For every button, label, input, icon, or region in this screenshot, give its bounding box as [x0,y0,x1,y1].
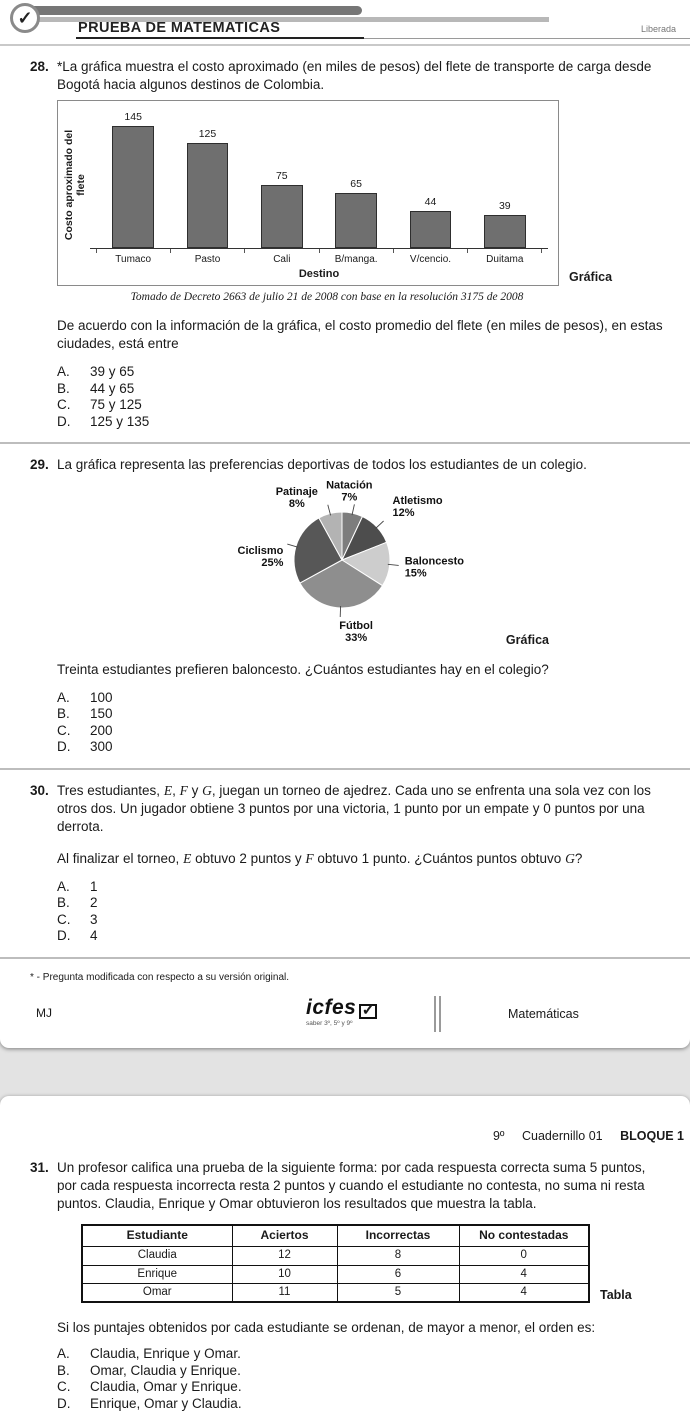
table-cell: 4 [459,1283,589,1302]
bar-value-label: 44 [425,196,437,210]
y-axis-label-text: Costo aproximado del flete [63,120,87,250]
x-axis-label: V/cencio. [393,253,467,266]
option-text: 100 [90,690,113,707]
option-text: 75 y 125 [90,397,142,414]
question-separator [0,768,690,770]
option-letter: B. [57,706,90,723]
option-text: 200 [90,723,113,740]
table-cell: Omar [82,1283,232,1302]
option-text: Omar, Claudia y Enrique. [90,1363,241,1380]
bar-Pasto [170,109,244,248]
bar-B/manga. [319,109,393,248]
table-row [82,1265,589,1283]
table-row [82,1247,589,1265]
header-rule [364,38,690,39]
pie-label-Baloncesto: Baloncesto 15% [405,556,465,580]
pie-chart-figure [107,478,577,653]
footnote: * - Pregunta modificada con respecto a su versión original. [30,971,664,984]
option-c [57,1379,664,1396]
x-axis-label: Pasto [170,253,244,266]
option-text: 125 y 135 [90,414,149,431]
question-number: 29. [30,456,57,756]
table-header-cell: Estudiante [82,1225,232,1246]
figure-label-grafica: Gráfica [569,269,612,286]
question-text-part: Al finalizar el torneo, [57,851,183,866]
question-number: 31. [30,1159,57,1413]
pie-chart [107,478,577,648]
test-title: PRUEBA DE MATEMATICAS [78,19,280,38]
question-28 [30,58,664,430]
option-letter: A. [57,690,90,707]
options-list [57,364,664,430]
x-axis-label: Duitama [468,253,542,266]
option-letter: C. [57,723,90,740]
option-a [57,364,664,381]
x-axis-label: Cali [245,253,319,266]
option-c [57,723,664,740]
page-2 [0,1096,690,1426]
intro-text: , [172,783,180,798]
booklet-label: Cuadernillo 01 [522,1129,603,1143]
table-cell: 6 [337,1265,459,1283]
option-a [57,1346,664,1363]
question-text [57,850,664,868]
question-text-part: obtuvo 1 punto. ¿Cuántos puntos obtuvo [314,851,565,866]
test-header [0,0,690,48]
bar-value-label: 39 [499,200,511,214]
option-c [57,912,664,929]
x-axis-label: Tumaco [96,253,170,266]
option-text: Enrique, Omar y Claudia. [90,1396,242,1413]
question-number: 28. [30,58,57,430]
bar-Tumaco [96,109,170,248]
question-separator [0,442,690,444]
table-cell: 0 [459,1247,589,1265]
bar-value-label: 145 [124,111,142,125]
header-bar-primary [24,6,362,15]
option-text: Claudia, Omar y Enrique. [90,1379,242,1396]
option-text: 44 y 65 [90,381,134,398]
icfes-logo [306,994,377,1029]
icfes-check-icon: ✓ [359,1004,377,1019]
table-header-cell: Aciertos [232,1225,337,1246]
pie-label-Ciclismo: Ciclismo 25% [238,545,284,569]
question-text-part: obtuvo 2 puntos y [191,851,305,866]
question-text: Treinta estudiantes prefieren baloncesto. ¿Cuántos estudiantes hay en el colegio? [57,661,664,679]
options-list [57,1346,664,1412]
inline-variable: G [202,783,212,798]
table-cell: 4 [459,1265,589,1283]
intro-text: y [188,783,202,798]
question-text-part: ? [575,851,583,866]
table-cell: 8 [337,1247,459,1265]
y-axis-label [60,109,90,282]
inline-variable: G [565,851,575,866]
option-text: 2 [90,895,98,912]
bar [112,126,154,248]
page-corner-label [0,1096,690,1145]
question-31 [30,1159,664,1413]
table-cell: 11 [232,1283,337,1302]
icfes-logo-subtext: saber 3º, 5º y 9º [306,1020,377,1029]
option-text: 4 [90,928,98,945]
inline-variable: F [305,851,313,866]
option-letter: C. [57,1379,90,1396]
bar [484,215,526,248]
question-intro [57,782,664,836]
results-table [81,1224,590,1303]
options-list [57,690,664,756]
table-cell: 5 [337,1283,459,1302]
bar-plot-area [90,109,548,249]
table-cell: Enrique [82,1265,232,1283]
option-letter: C. [57,912,90,929]
bar-Duitama [468,109,542,248]
option-letter: D. [57,739,90,756]
option-text: 1 [90,879,98,896]
footer-initials: MJ [36,1006,52,1022]
icfes-logo-text: icfes [306,996,356,1019]
option-letter: B. [57,381,90,398]
question-text: De acuerdo con la información de la gráfica, el costo promedio del flete (en miles de pesos), en estas ciudades, está entre [57,317,664,353]
option-b [57,1363,664,1380]
option-d [57,414,664,431]
chart-source-note: Tomado de Decreto 2663 de julio 21 de 2008 con base en la resolución 3175 de 2008 [57,290,597,305]
page-footer [30,994,664,1040]
footer-subject: Matemáticas [508,1006,579,1023]
options-list [57,879,664,945]
bar [335,193,377,248]
option-c [57,397,664,414]
intro-text: , juegan un torneo de ajedrez. Cada uno se enfrenta una sola vez con los otros dos. Un jugador obtiene 3 puntos por una victoria, 1 punto por un empate y 0 puntos por una derrota. [57,783,651,834]
option-letter: B. [57,895,90,912]
option-letter: D. [57,414,90,431]
question-29 [30,456,664,756]
option-d [57,1396,664,1413]
inline-variable: F [180,783,188,798]
option-letter: C. [57,397,90,414]
bar-Cali [245,109,319,248]
bar [410,211,452,248]
option-b [57,381,664,398]
table-header-row [82,1225,589,1246]
option-letter: B. [57,1363,90,1380]
option-letter: D. [57,928,90,945]
question-intro: La gráfica representa las preferencias deportivas de todos los estudiantes de un colegio. [57,456,664,474]
inline-variable: E [183,851,191,866]
option-text: Claudia, Enrique y Omar. [90,1346,241,1363]
table-row [82,1283,589,1302]
option-a [57,879,664,896]
x-axis-labels [90,253,548,266]
option-b [57,895,664,912]
option-b [57,706,664,723]
check-logo-icon: ✓ [10,3,40,33]
grade-label: 9º [493,1129,505,1143]
table-cell: 12 [232,1247,337,1265]
x-axis-title: Destino [90,267,548,282]
table-label: Tabla [600,1287,632,1304]
bar [261,185,303,248]
option-d [57,739,664,756]
option-text: 39 y 65 [90,364,134,381]
intro-text: Tres estudiantes, [57,783,164,798]
header-rule-light [0,44,690,46]
option-d [57,928,664,945]
bar-value-label: 75 [276,170,288,184]
question-separator [0,957,690,959]
option-text: 150 [90,706,113,723]
figure-label-grafica: Gráfica [506,632,549,649]
pie-label-Atletismo: Atletismo 12% [393,495,443,519]
question-intro: *La gráfica muestra el costo aproximado (en miles de pesos) del flete de transporte de carga desde Bogotá hacia algunos destinos de Colombia. [57,58,664,94]
x-axis-label: B/manga. [319,253,393,266]
table-cell: 10 [232,1265,337,1283]
pie-label-Patinaje: Patinaje 8% [276,486,318,510]
table-cell: Claudia [82,1247,232,1265]
results-table-figure [81,1224,590,1303]
question-intro: Un profesor califica una prueba de la siguiente forma: por cada respuesta correcta suma 5 puntos, por cada respuesta incorrecta resta 2 puntos y cuando el estudiante no contesta, no suma ni resta puntos. Claudia, Enrique y Omar obtuvieron los resultados que muestra la tabla. [57,1159,664,1213]
option-letter: A. [57,879,90,896]
question-text: Si los puntajes obtenidos por cada estudiante se ordenan, de mayor a menor, el orden es: [57,1319,664,1337]
option-text: 3 [90,912,98,929]
question-number: 30. [30,782,57,945]
block-label: BLOQUE 1 [620,1129,684,1143]
released-label: Liberada [641,24,676,36]
option-text: 300 [90,739,113,756]
bar [187,143,229,248]
bar-value-label: 65 [350,178,362,192]
footer-divider [434,996,441,1032]
bar-V/cencio. [393,109,467,248]
option-a [57,690,664,707]
question-30 [30,782,664,945]
table-header-cell: No contestadas [459,1225,589,1246]
option-letter: A. [57,364,90,381]
bar-value-label: 125 [199,128,217,142]
pie-leader-line [376,521,384,529]
pie-label-Fútbol: Fútbol 33% [339,620,373,644]
table-header-cell: Incorrectas [337,1225,459,1246]
pie-label-Natación: Natación 7% [326,479,373,503]
page-gap [0,1048,690,1096]
bar-chart-figure [57,100,664,305]
bar-chart [57,100,559,286]
option-letter: A. [57,1346,90,1363]
option-letter: D. [57,1396,90,1413]
inline-variable: E [164,783,172,798]
